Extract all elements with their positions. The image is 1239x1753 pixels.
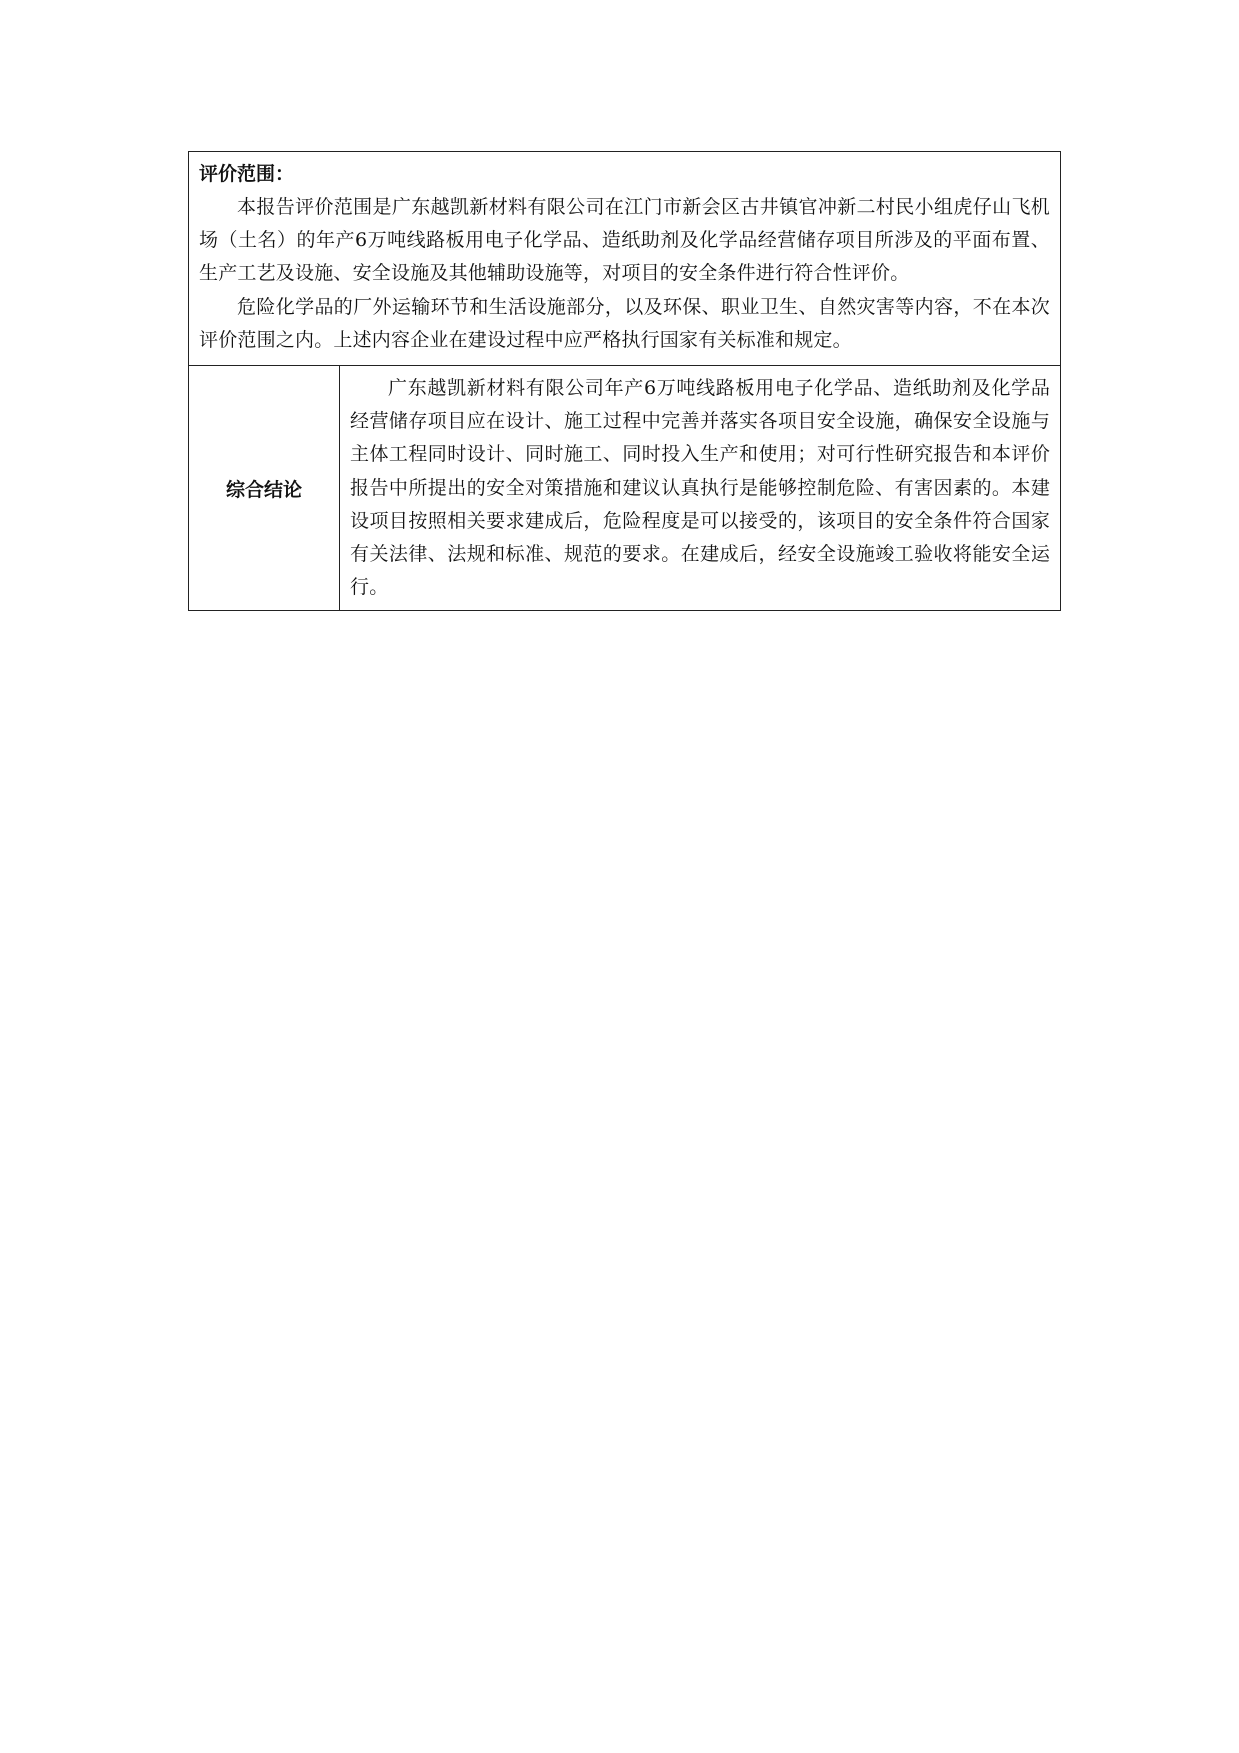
scope-paragraph-1: 本报告评价范围是广东越凯新材料有限公司在江门市新会区古井镇官冲新二村民小组虎仔山飞机场（土名）的年产6万吨线路板用电子化学品、造纸助剂及化学品经营储存项目所涉及的平面布置、生产工艺及设施、安全设施及其他辅助设施等，对项目的安全条件进行符合性评价。 — [199, 196, 1051, 285]
scope-cell — [189, 152, 1061, 366]
conclusion-cell — [340, 366, 1061, 611]
scope-row — [189, 152, 1061, 366]
conclusion-text: 广东越凯新材料有限公司年产6万吨线路板用电子化学品、造纸助剂及化学品经营储存项目应在设计、施工过程中完善并落实各项目安全设施，确保安全设施与主体工程同时设计、同时施工、同时投入生产和使用；对可行性研究报告和本评价报告中所提出的安全对策措施和建议认真执行是能够控制危险、有害因素的。本建设项目按照相关要求建成后，危险程度是可以接受的，该项目的安全条件符合国家有关法律、法规和标准、规范的要求。在建成后，经安全设施竣工验收将能安全运行。 — [350, 377, 1051, 599]
conclusion-row — [189, 366, 1061, 611]
report-table — [188, 151, 1061, 611]
scope-paragraph-2: 危险化学品的厂外运输环节和生活设施部分，以及环保、职业卫生、自然灾害等内容，不在本次评价范围之内。上述内容企业在建设过程中应严格执行国家有关标准和规定。 — [199, 295, 1051, 351]
conclusion-label: 综合结论 — [189, 366, 340, 611]
scope-heading: 评价范围： — [199, 163, 295, 185]
